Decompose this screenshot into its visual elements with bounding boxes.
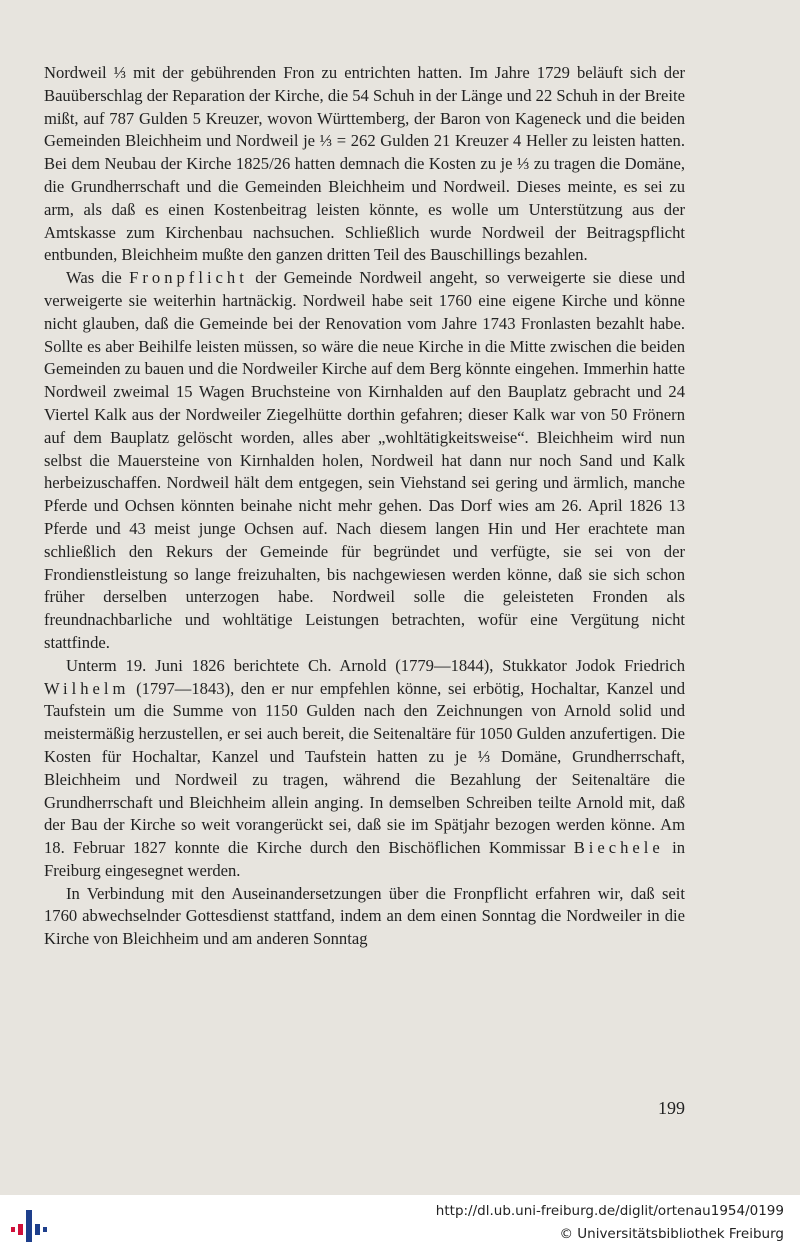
body-text [44, 62, 685, 951]
emphasized-name: Biechele [573, 838, 664, 858]
paragraph-text: Was die [66, 268, 130, 288]
paragraph [44, 62, 685, 267]
paragraph-text: Unterm 19. Juni 1826 berichtete Ch. Arnold (1779—1844), Stukkator Jodok Friedrich [66, 655, 685, 675]
paragraph-text: Nordweil ⅓ mit der gebührenden Fron zu entrichten hatten. Im Jahre 1729 beläuft sich der Bauüberschlag der Reparation der Kirche, die 54 Schuh in der Länge und 22 Schuh in der Breite mißt, auf 787 Gulden 5 Kreuzer, wovon Württemberg, der Baron von Kageneck und die beiden Gemeinden Bleichheim und Nordweil je ⅓ = 262 Gulden 21 Kreuzer 4 Heller zu leisten hatten. Bei dem Neubau der Kirche 1825/26 hatten demnach die Kosten zu je ⅓ zu tragen die Domäne, die Grundherrschaft und die Gemeinden Bleichheim und Nordweil. Dieses meinte, es sei zu arm, als daß es einen Kostenbeitrag leisten könnte, es wolle um Unterstützung aus der Amtskasse zum Kirchenbau nachsuchen. Schließlich wurde Nordweil der Beitragspflicht entbunden, Bleichheim mußte den ganzen dritten Teil des Bauschillings bezahlen. [44, 63, 685, 265]
paragraph-text: in Freiburg eingesegnet werden. [44, 838, 685, 880]
copyright-notice: © Universitätsbibliothek Freiburg [559, 1226, 784, 1242]
viewer-footer [0, 1195, 800, 1253]
paragraph [44, 267, 685, 655]
paragraph-text: (1797—1843), den er nur empfehlen könne, sei erbötig, Hochaltar, Kanzel und Taufstein um die Summe von 1150 Gulden nach den Zeichnungen von Arnold solid und meistermäßig herzustellen, er sei auch bereit, die Seitenaltäre für 1050 Gulden anzufertigen. Die Kosten für Hochaltar, Kanzel und Taufstein hatten zu je ⅓ Domäne, Grundherrschaft, Bleichheim und Nordweil zu tragen, während die Bezahlung der Seitenaltäre die Grundherrschaft und Bleichheim allein anging. In demselben Schreiben teilte Arnold mit, daß der Bau der Kirche so weit vorangerückt sei, daß sie im Spätjahr bezogen werden könne. Am 18. Februar 1827 konnte die Kirche durch den Bischöflichen Kommissar [44, 678, 685, 858]
paragraph [44, 883, 685, 951]
page-number: 199 [658, 1098, 685, 1118]
paragraph [44, 655, 685, 883]
emphasized-name: Fronpflicht [129, 268, 248, 288]
source-url-link[interactable]: http://dl.ub.uni-freiburg.de/diglit/ortenau1954/0199 [435, 1203, 784, 1219]
emphasized-name: Wilhelm [44, 678, 130, 698]
paragraph-text: In Verbindung mit den Auseinandersetzungen über die Fronpflicht erfahren wir, daß seit 1760 abwechselnder Gottesdienst stattfand, indem an dem einen Sonntag die Nordweiler in die Kirche von Bleichheim und am anderen Sonntag [44, 883, 685, 949]
paragraph-text: der Gemeinde Nordweil angeht, so verweigerte sie diese und verweigerte sie weiterhin hartnäckig. Nordweil habe seit 1760 eine eigene Kirche und könne nicht glauben, daß die Gemeinde bei der Renovation vom Jahre 1743 Fronlasten bezahlt habe. Sollte es aber Beihilfe leisten müssen, so wäre die neue Kirche in die Mitte zwischen die beiden Gemeinden zu bauen und die Nordweiler Kirche auf dem Berg könnte eingehen. Immerhin hatte Nordweil zweimal 15 Wagen Bruchsteine von Kirnhalden auf den Bauplatz gebracht und 24 Viertel Kalk aus der Nordweiler Ziegelhütte dorthin gefahren; dieser Kalk war von 50 Frönern auf dem Bauplatz gelöscht worden, alles aber „wohltätigkeitsweise“. Bleichheim wird nun selbst die Mauersteine von Kirnhalden holen, Nordweil hat dann nur noch Sand und Kalk herbeizuschaffen. Nordweil hält dem entgegen, sein Viehstand sei gering und ärmlich, manche Pferde und Ochsen könnten beinahe nicht mehr gehen. Das Dorf wies am 26. April 1826 13 Pferde und 43 meist junge Ochsen auf. Nach diesem langen Hin und Her erachtete man schließlich den Rekurs der Gemeinde für begründet und verfügte, sie sei von der Frondienstleistung so lange freizuhalten, bis nachgewiesen werden könne, daß sie sich schon früher derselben unterzogen habe. Nordweil solle die geleisteten Fronden als freundnachbarliche und wohltätige Leistungen betrachten, wofür eine Vergütung nicht stattfinde. [44, 268, 685, 652]
ub-freiburg-logo-icon [10, 1207, 50, 1243]
